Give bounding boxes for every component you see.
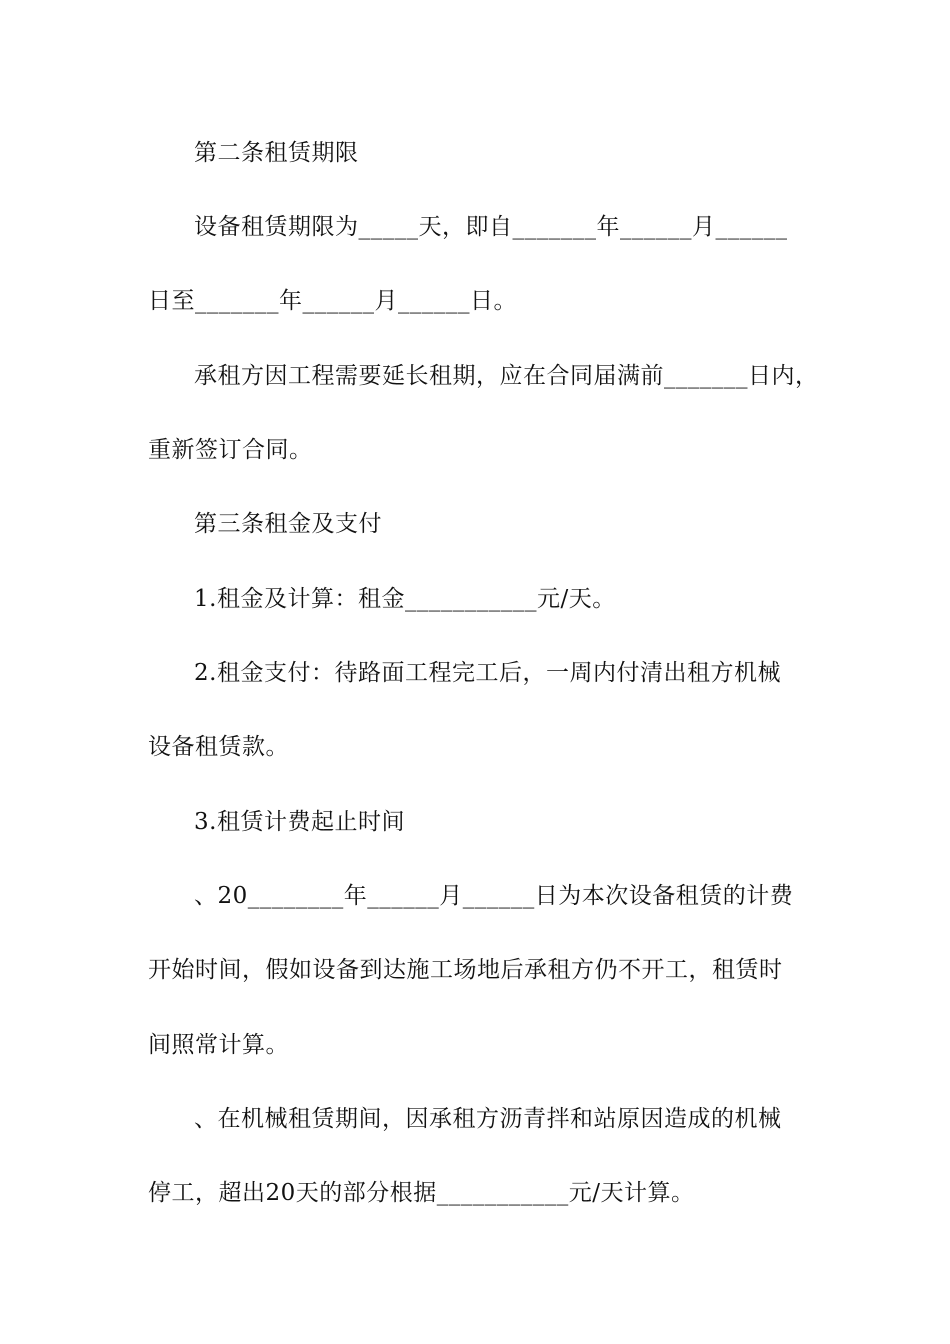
- paragraph-line: 日至_______年______月______日。: [148, 288, 517, 314]
- paragraph-line: 、在机械租赁期间，因承租方沥青拌和站原因造成的机械: [194, 1106, 782, 1132]
- paragraph-line: 重新签订合同。: [148, 437, 313, 463]
- paragraph-line: 2.租金支付：待路面工程完工后，一周内付清出租方机械: [194, 660, 781, 686]
- paragraph-line: 设备租赁款。: [148, 734, 289, 760]
- paragraph-line: 、20________年______月______日为本次设备租赁的计费: [194, 883, 794, 909]
- section-heading-lease-term: 第二条租赁期限: [194, 140, 359, 166]
- paragraph-line: 1.租金及计算：租金___________元/天。: [194, 586, 616, 612]
- section-heading-rent-payment: 第三条租金及支付: [194, 511, 382, 537]
- paragraph-line: 设备租赁期限为_____天，即自_______年______月______: [194, 214, 788, 240]
- paragraph-line: 间照常计算。: [148, 1032, 289, 1058]
- paragraph-line: 承租方因工程需要延长租期，应在合同届满前_______日内，: [194, 363, 819, 389]
- paragraph-line: 停工，超出20天的部分根据___________元/天计算。: [148, 1180, 695, 1206]
- paragraph-line: 开始时间，假如设备到达施工场地后承租方仍不开工，租赁时: [148, 957, 783, 983]
- paragraph-line: 3.租赁计费起止时间: [194, 809, 405, 835]
